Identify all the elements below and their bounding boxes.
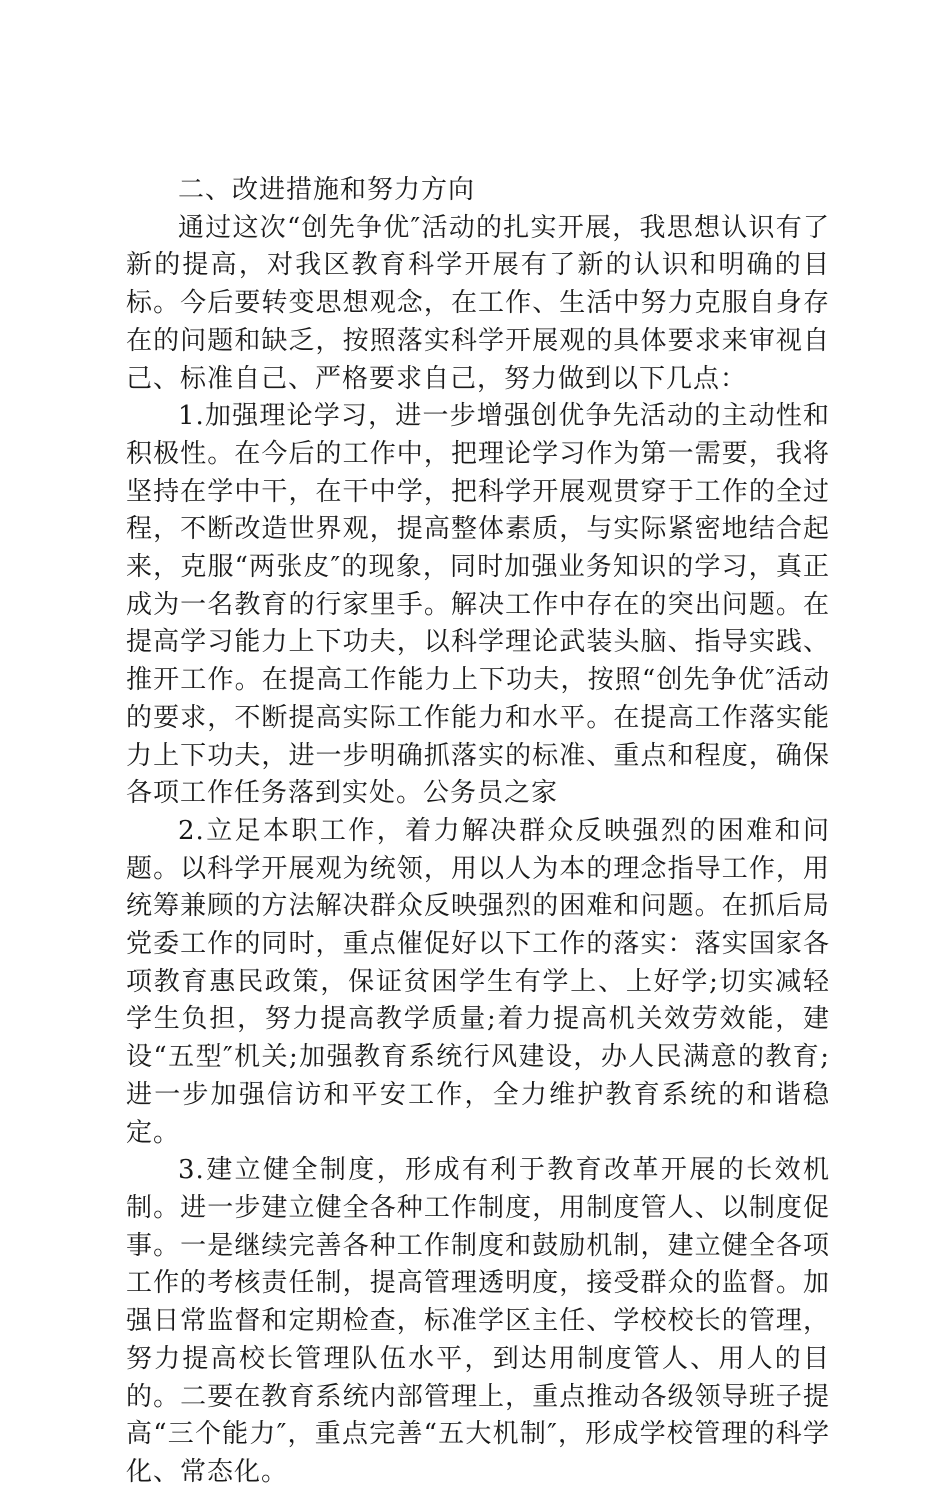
document-body bbox=[126, 172, 830, 1492]
intro-paragraph: 通过这次“创先争优″活动的扎实开展，我思想认识有了新的提高，对我区教育科学开展有了新的认识和明确的目标。今后要转变思想观念，在工作、生活中努力克服自身存在的问题和缺乏，按照落实科学开展观的具体要求来审视自己、标准自己、严格要求自己，努力做到以下几点： bbox=[126, 212, 830, 394]
point-1-paragraph: 1.加强理论学习，进一步增强创优争先活动的主动性和积极性。在今后的工作中，把理论学习作为第一需要，我将坚持在学中干，在干中学，把科学开展观贯穿于工作的全过程，不断改造世界观，提高整体素质，与实际紧密地结合起来，克服“两张皮″的现象，同时加强业务知识的学习，真正成为一名教育的行家里手。解决工作中存在的突出问题。在提高学习能力上下功夫，以科学理论武装头脑、指导实践、推开工作。在提高工作能力上下功夫，按照“创先争优″活动的要求，不断提高实际工作能力和水平。在提高工作落实能力上下功夫，进一步明确抓落实的标准、重点和程度，确保各项工作任务落到实处。公务员之家 bbox=[126, 401, 830, 809]
section-heading: 二、改进措施和努力方向 bbox=[178, 175, 476, 205]
point-2-paragraph: 2.立足本职工作，着力解决群众反映强烈的困难和问题。以科学开展观为统领，用以人为本的理念指导工作，用统筹兼顾的方法解决群众反映强烈的困难和问题。在抓后局党委工作的同时，重点催促好以下工作的落实：落实国家各项教育惠民政策，保证贫困学生有学上、上好学;切实减轻学生负担，努力提高教学质量;着力提高机关效劳效能，建设“五型″机关;加强教育系统行风建设，办人民满意的教育;进一步加强信访和平安工作，全力维护教育系统的和谐稳定。 bbox=[126, 815, 830, 1148]
point-3-paragraph: 3.建立健全制度，形成有利于教育改革开展的长效机制。进一步建立健全各种工作制度，用制度管人、以制度促事。一是继续完善各种工作制度和鼓励机制，建立健全各项工作的考核责任制，提高管理透明度，接受群众的监督。加强日常监督和定期检查，标准学区主任、学校校长的管理，努力提高校长管理队伍水平，到达用制度管人、用人的目的。二要在教育系统内部管理上，重点推动各级领导班子提高“三个能力″，重点完善“五大机制″，形成学校管理的科学化、常态化。 bbox=[126, 1155, 830, 1487]
